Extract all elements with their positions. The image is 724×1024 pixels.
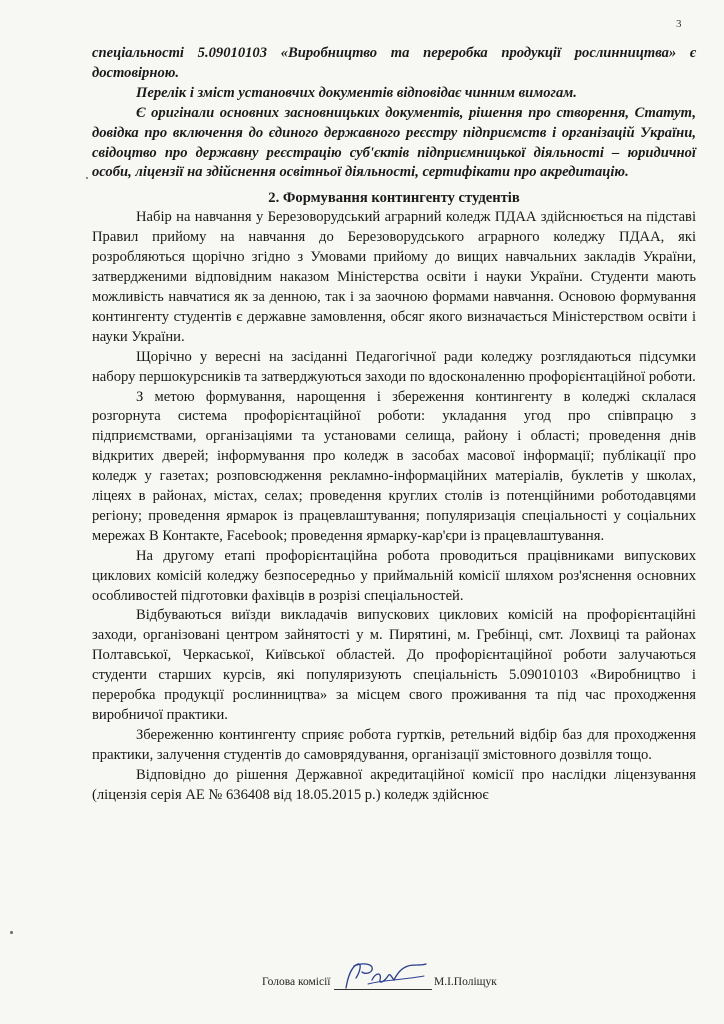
paragraph-original-documents: Є оригінали основних засновницьких документів, рішення про створення, Статут, довідка про включення до єдиного державного реєстру підприємств і організацій України, свідоцтво про державну реєстрацію суб'єктів підприємницької діяльності – юридичної особи, ліцензії на здійснення освітньої діяльності, сертифікати про акредитацію. [92,104,696,181]
page-number: 3 [676,18,682,30]
scan-speck [86,177,88,179]
paragraph-teacher-visits: Відбуваються виїзди викладачів випускових циклових комісій на профорієнтаційні заходи, організовані центром зайнятості у м. Пирятині, м. Гребінці, смт. Лохвиці та районах Полтавської, Черкаської, Київської областей. До профорієнтаційної роботи залучаються студенти старших курсів, які популяризують спеціальність 5.09010103 «Виробництво і переробка продукції рослинництва» за місцем свого проживання та під час проходження виробничої практики. [92,607,696,723]
paragraph-second-stage: На другому етапі профорієнтаційна робота проводиться працівниками випускових циклових комісій коледжу безпосередньо у приймальній комісії шляхом роз'яснення основних особливостей підготовки фахівців в розрізі спеціальностей. [92,547,696,604]
commission-head-name: М.І.Поліщук [434,976,497,988]
section-heading: 2. Формування контингенту студентів [268,190,520,207]
document-body [92,44,696,806]
commission-head-label: Голова комісії [262,976,331,988]
paragraph-licensing: Відповідно до рішення Державної акредитаційної комісії про наслідки ліцензування (ліцензія серія АЕ № 636408 від 18.05.2015 р.) коледж здійснює [92,766,696,803]
paragraph-admission: Набір на навчання у Березоворудський аграрний коледж ПДАА здійснюється на підставі Правил прийому на навчання до Березоворудського аграрного коледжу ПДАА, які розробляються щорічно згідно з Умовами прийому до вищих навчальних закладів України, затвердженими відповідним наказом Міністерства освіти і науки України. Студенти мають можливість навчатися як за денною, так і за заочною формами навчання. Основою формування контингенту студентів є державне замовлення, обсяг якого визначається Міністерством освіти і науки України. [92,209,696,345]
paragraph-founding-docs-compliance: Перелік і зміст установчих документів відповідає чинним вимогам. [136,84,577,101]
paragraph-retention: Збереженню контингенту сприяє робота гуртків, ретельний відбір баз для проходження практики, залучення студентів до самоврядування, організації змістовного дозвілля тощо. [92,726,696,763]
paragraph-pedagogical-council: Щорічно у вересні на засіданні Педагогічної ради коледжу розглядаються підсумки набору першокурсників та затверджуються заходи по вдосконаленню профорієнтаційної роботи. [92,348,696,385]
paragraph-specialty-statement: спеціальності 5.09010103 «Виробництво та переробка продукції рослинництва» є достовірною. [92,45,696,81]
handwritten-signature [338,958,430,992]
paragraph-career-guidance-system: З метою формування, нарощення і збереження контингенту в коледжі склалася розгорнута система профорієнтаційної роботи: укладання угод про співпрацю з підприємствами, організаціями та установами селища, району і області; проведення днів відкритих дверей; інформування про коледж в засобах масової інформації; публікації про коледж у газетах; розповсюдження рекламно-інформаційних матеріалів, буклетів у школах, ліцеях в районах, містах, селах; проведення круглих столів із потенційними роботодавцями регіону; проведення ярмарок із працевлаштування; популяризація спеціальності у соціальних мережах В Контакте, Facebook; проведення ярмарку-кар'єри із працевлаштування. [92,388,696,544]
scan-speck [10,931,13,934]
